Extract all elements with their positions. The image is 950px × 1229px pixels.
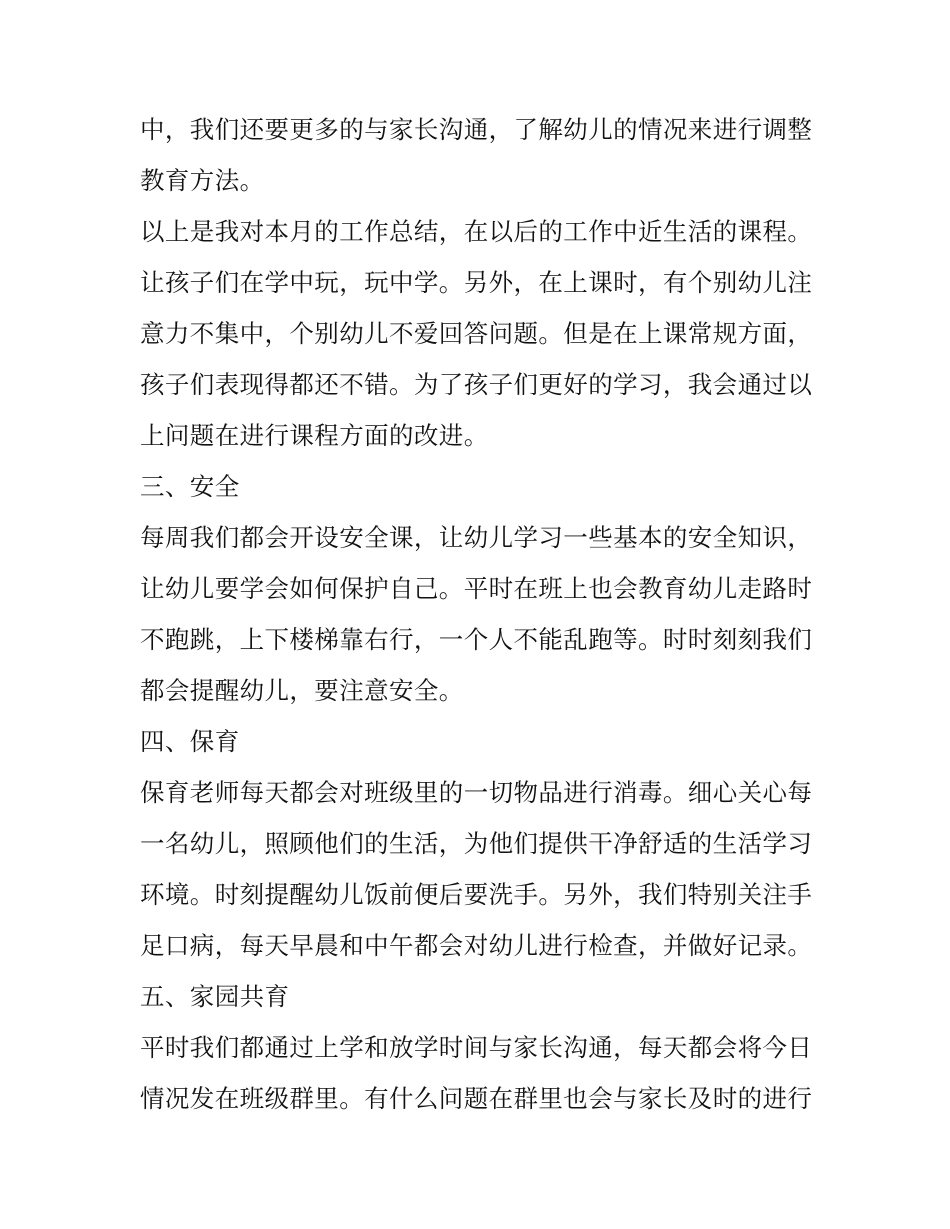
section-heading-care: 四、保育 [140, 727, 240, 756]
text-line: 情况发在班级群里。有什么问题在群里也会与家长及时的进行 [140, 1084, 813, 1113]
text-line: 环境。时刻提醒幼儿饭前便后要洗手。另外，我们特别关注手 [140, 880, 813, 909]
text-line: 中，我们还要更多的与家长沟通，了解幼儿的情况来进行调整 [140, 115, 813, 144]
text-line: 保育老师每天都会对班级里的一切物品进行消毒。细心关心每 [140, 778, 813, 807]
section-heading-safety: 三、安全 [140, 472, 240, 501]
text-line: 意力不集中，个别幼儿不爱回答问题。但是在上课常规方面， [140, 319, 813, 348]
text-line: 教育方法。 [140, 166, 265, 195]
text-line: 平时我们都通过上学和放学时间与家长沟通，每天都会将今日 [140, 1033, 813, 1062]
text-line: 一名幼儿，照顾他们的生活，为他们提供干净舒适的生活学习 [140, 829, 813, 858]
text-line: 每周我们都会开设安全课，让幼儿学习一些基本的安全知识， [140, 523, 813, 552]
text-line: 上问题在进行课程方面的改进。 [140, 421, 489, 450]
text-line: 以上是我对本月的工作总结，在以后的工作中近生活的课程。 [140, 217, 813, 246]
text-line: 足口病，每天早晨和中午都会对幼儿进行检查，并做好记录。 [140, 931, 813, 960]
section-heading-home-school: 五、家园共育 [140, 982, 290, 1011]
text-line: 孩子们表现得都还不错。为了孩子们更好的学习，我会通过以 [140, 370, 813, 399]
text-line: 让孩子们在学中玩，玩中学。另外，在上课时，有个别幼儿注 [140, 268, 813, 297]
text-line: 都会提醒幼儿，要注意安全。 [140, 676, 464, 705]
text-line: 让幼儿要学会如何保护自己。平时在班上也会教育幼儿走路时 [140, 574, 813, 603]
text-line: 不跑跳，上下楼梯靠右行，一个人不能乱跑等。时时刻刻我们 [140, 625, 813, 654]
